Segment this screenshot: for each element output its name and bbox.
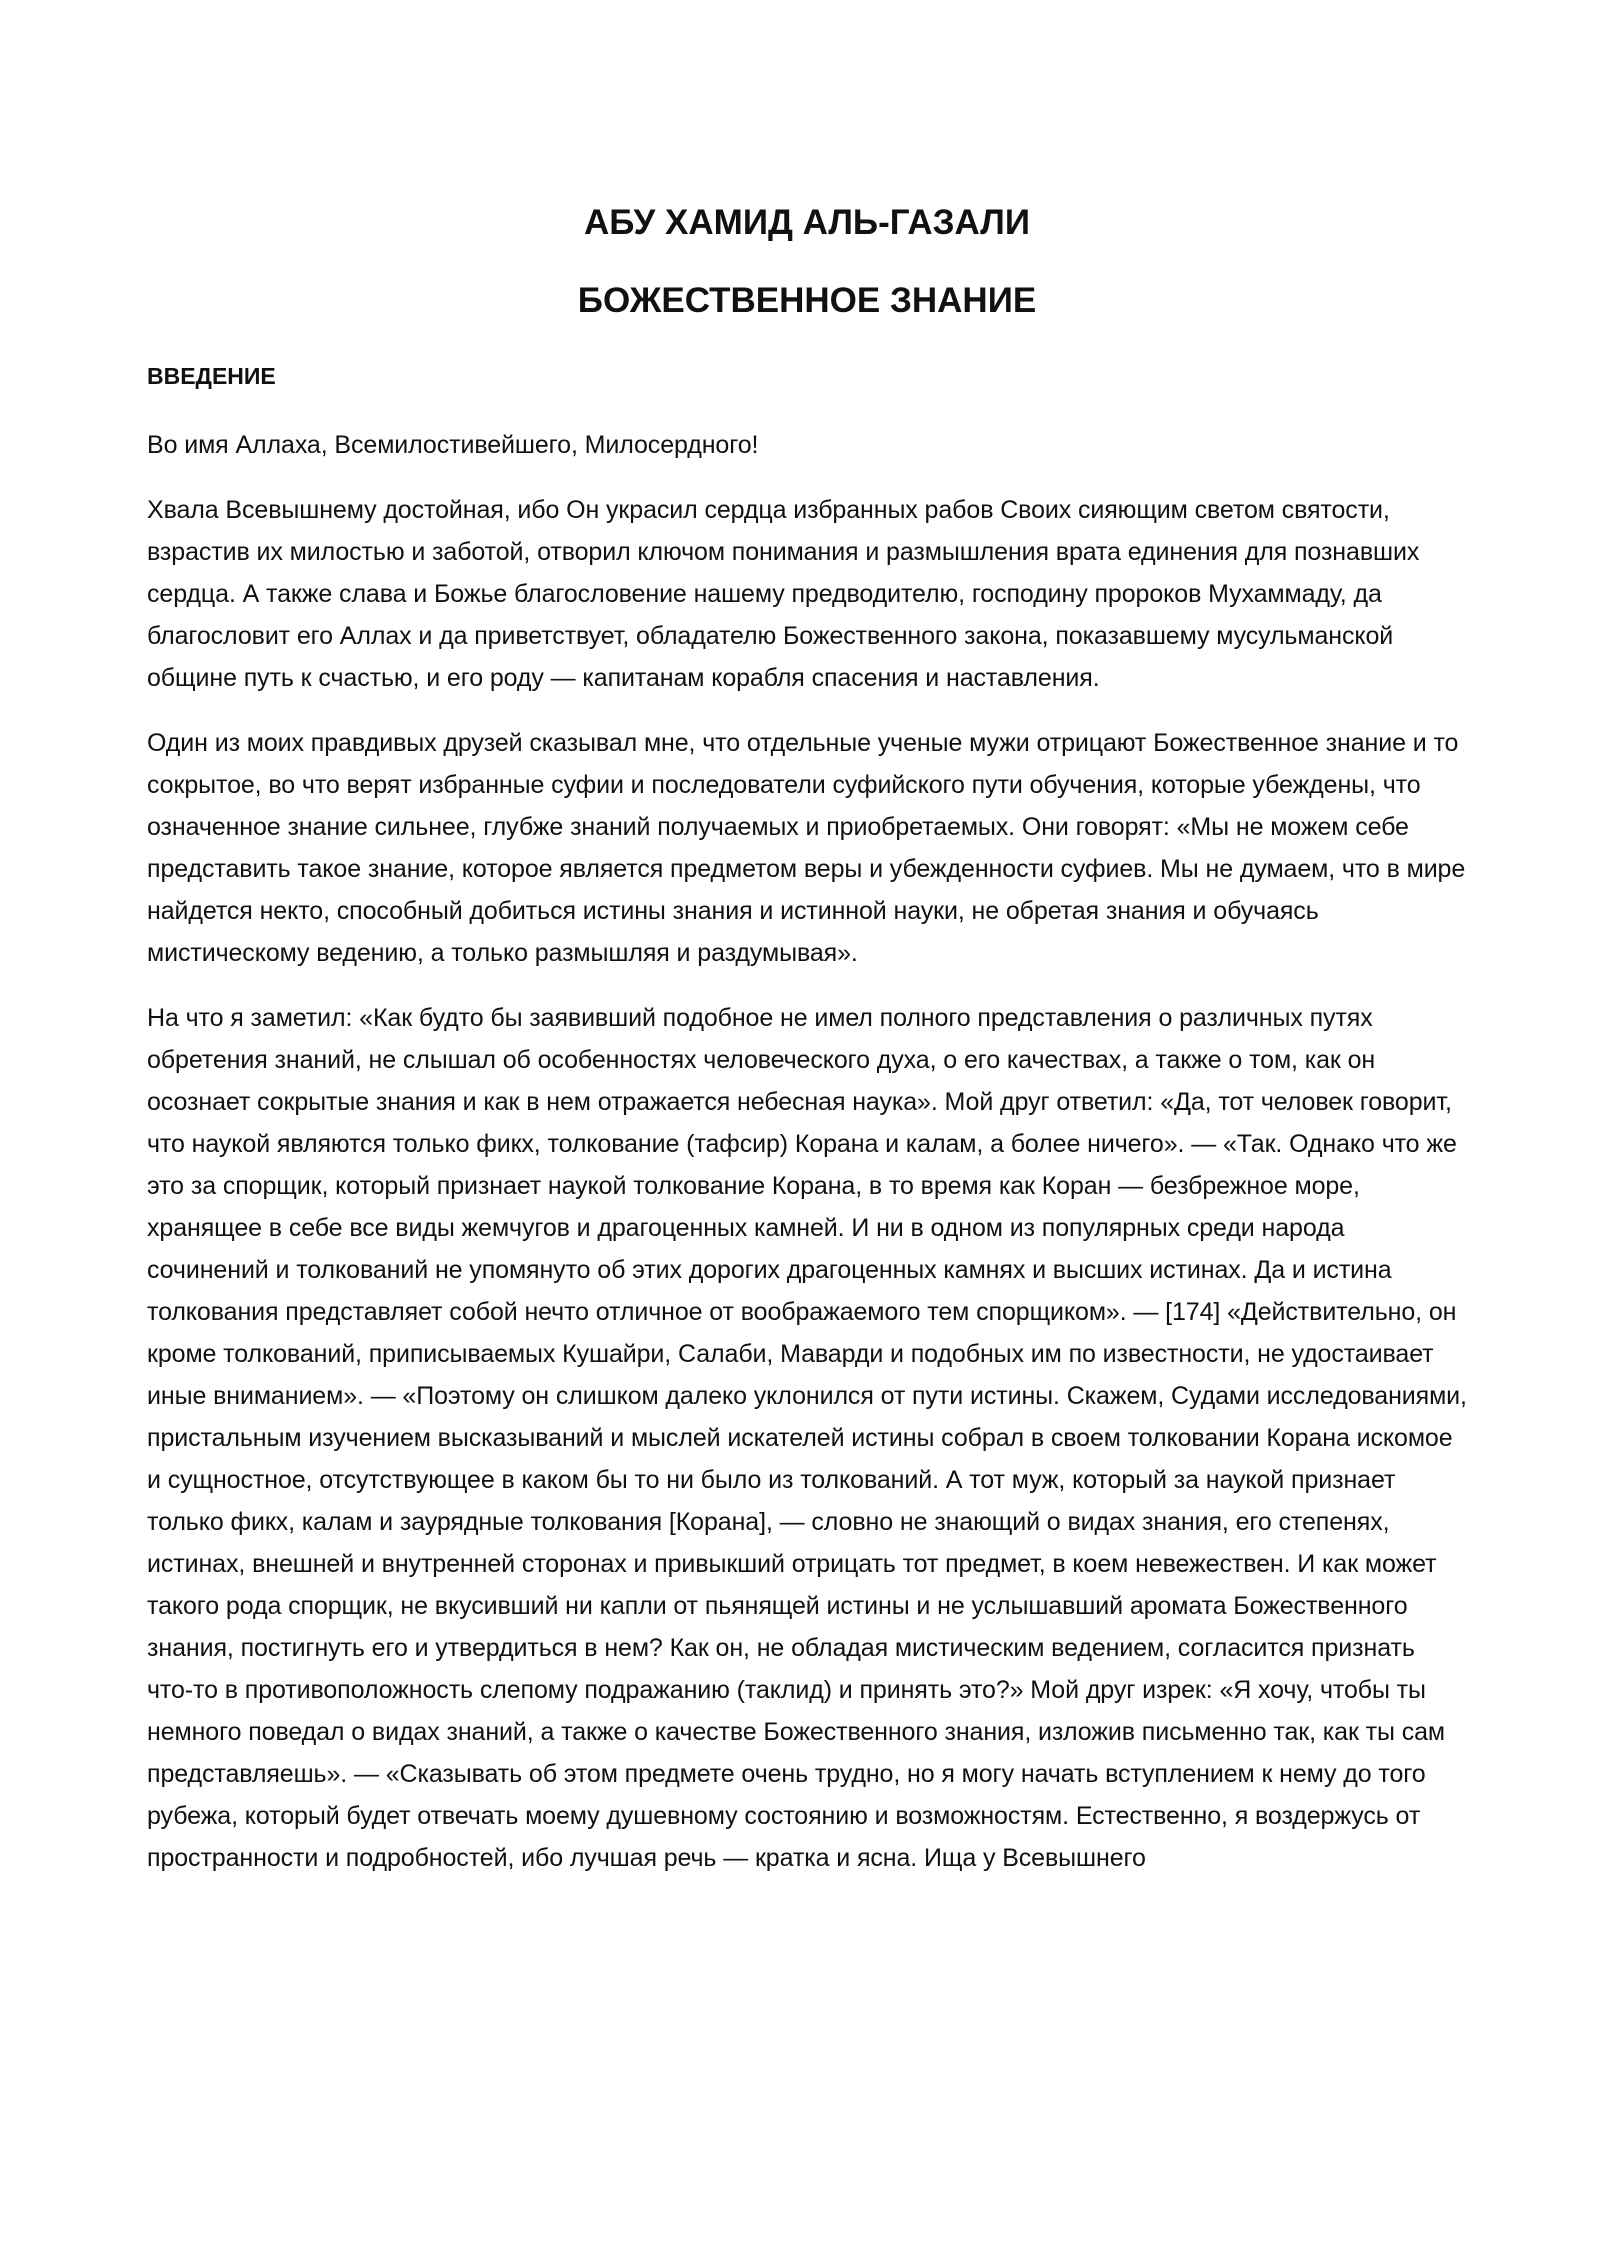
work-title: БОЖЕСТВЕННОЕ ЗНАНИЕ: [577, 281, 1037, 320]
paragraph-friend-report: Один из моих правдивых друзей сказывал мне, что отдельные ученые мужи отрицают Божественное знание и то сокрытое, во что верят избранные суфии и последователи суфийского пути обучения, которые убеждены, что означенное знание сильнее, глубже знаний получаемых и приобретаемых. Они говорят: «Мы не можем себе представить такое знание, которое является предметом веры и убежденности суфиев. Мы не думаем, что в мире найдется некто, способный добиться истины знания и истинной науки, не обретая знания и обучаясь мистическому ведению, а только размышляя и раздумывая».: [147, 729, 1466, 967]
section-heading: ВВЕДЕНИЕ: [147, 363, 276, 389]
paragraph-praise: Хвала Всевышнему достойная, ибо Он украсил сердца избранных рабов Своих сияющим светом святости, взрастив их милостью и заботой, отворил ключом понимания и размышления врата единения для познавших сердца. А также слава и Божье благословение нашему предводителю, господину пророков Мухаммаду, да благословит его Аллах и да приветствует, обладателю Божественного закона, показавшему мусульманской общине путь к счастью, и его роду — капитанам корабля спасения и наставления.: [147, 496, 1420, 692]
author-heading: АБУ ХАМИД АЛЬ-ГАЗАЛИ: [584, 203, 1030, 242]
paragraph-invocation: Во имя Аллаха, Всемилостивейшего, Милосердного!: [147, 431, 759, 459]
document-page: [147, 198, 1467, 1902]
paragraph-dialogue: На что я заметил: «Как будто бы заявивший подобное не имел полного представления о различных путях обретения знаний, не слышал об особенностях человеческого духа, о его качествах, а также о том, как он осознает сокрытые знания и как в нем отражается небесная наука». Мой друг ответил: «Да, тот человек говорит, что наукой являются только фикх, толкование (тафсир) Корана и калам, а более ничего». — «Так. Однако что же это за спорщик, который признает наукой толкование Корана, в то время как Коран — безбрежное море, хранящее в себе все виды жемчугов и драгоценных камней. И ни в одном из популярных среди народа сочинений и толкований не упомянуто об этих дорогих драгоценных камнях и высших истинах. Да и истина толкования представляет собой нечто отличное от воображаемого тем спорщиком». — [174] «Действительно, он кроме толкований, приписываемых Кушайри, Салаби, Маварди и подобных им по известности, не удостаивает иные вниманием». — «Поэтому он слишком далеко уклонился от пути истины. Скажем, Судами исследованиями, пристальным изучением высказываний и мыслей искателей истины собрал в своем толковании Корана искомое и сущностное, отсутствующее в каком бы то ни было из толкований. А тот муж, который за наукой признает только фикх, калам и заурядные толкования [Корана], — словно не знающий о видах знания, его степенях, истинах, внешней и внутренней сторонах и привыкший отрицать тот предмет, в коем невежествен. И как может такого рода спорщик, не вкусивший ни капли от пьянящей истины и не услышавший аромата Божественного знания, постигнуть его и утвердиться в нем? Как он, не обладая мистическим ведением, согласится признать что-то в противоположность слепому подражанию (таклид) и принять это?» Мой друг изрек: «Я хочу, чтобы ты немного поведал о видах знаний, а также о качестве Божественного знания, изложив письменно так, как ты сам представляешь». — «Сказывать об этом предмете очень трудно, но я могу начать вступлением к нему до того рубежа, который будет отвечать моему душевному состоянию и возможностям. Естественно, я воздержусь от пространности и подробностей, ибо лучшая речь — кратка и ясна. Ища у Всевышнего: [147, 1004, 1467, 1872]
